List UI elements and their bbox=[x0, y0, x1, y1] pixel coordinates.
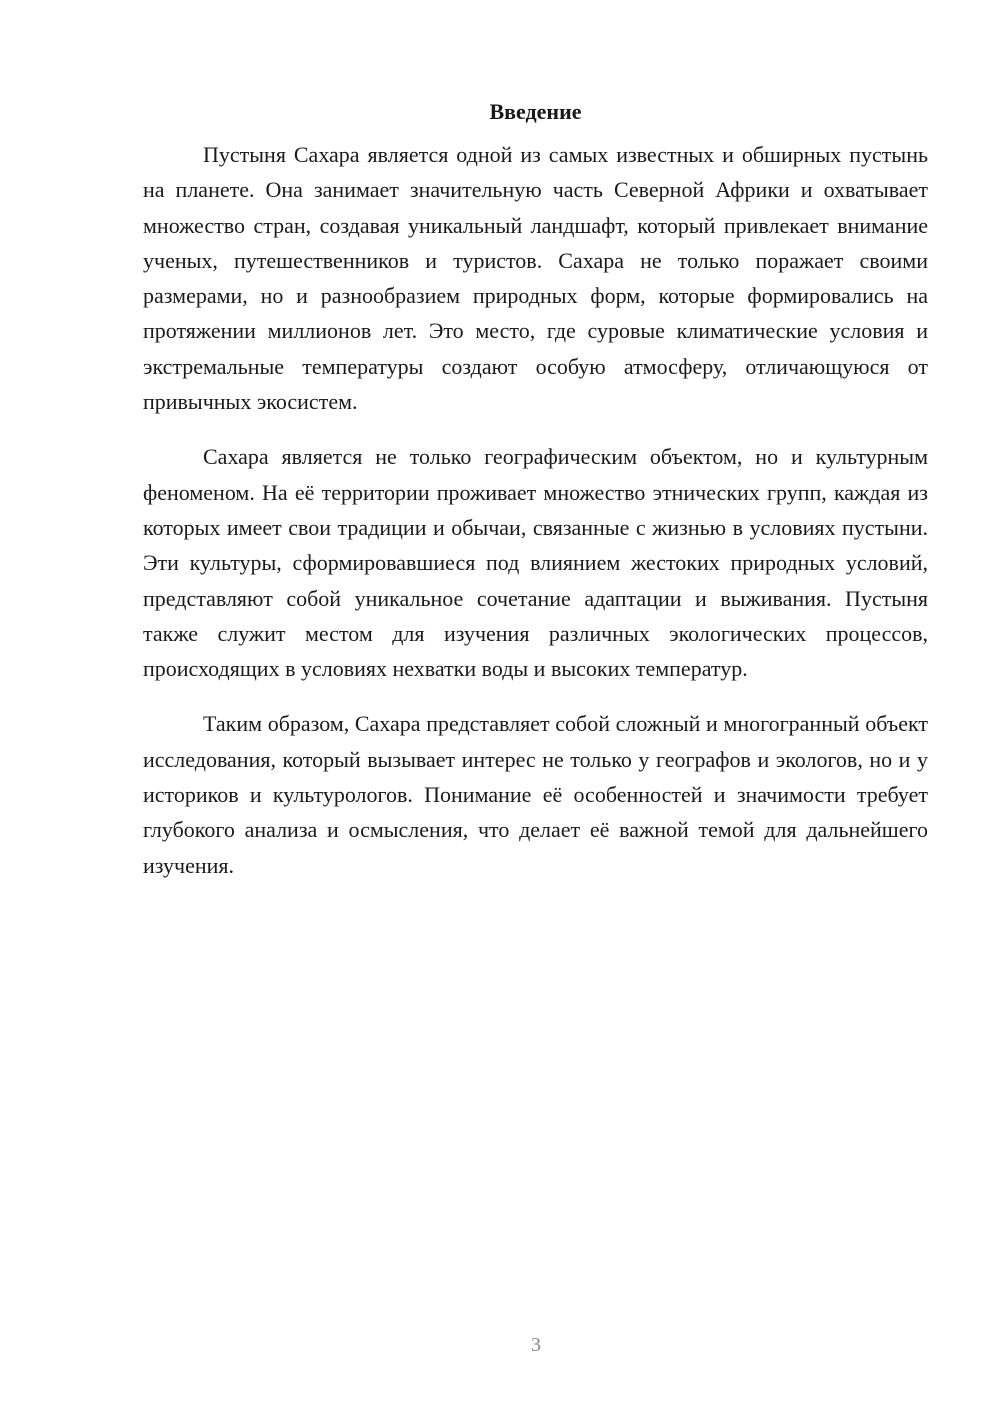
paragraph-culture: Сахара является не только географическим объектом, но и культурным феноменом. На её территории проживает множество этнических групп, каждая из которых имеет свои традиции и обычаи, связанные с жизнью в условиях пустыни. Эти культуры, сформировавшиеся под влиянием жестоких природных условий, представляют собой уникальное сочетание адаптации и выживания. Пустыня также служит местом для изучения различных экологических процессов, происходящих в условиях нехватки воды и высоких температур. bbox=[143, 444, 928, 682]
paragraph-conclusion: Таким образом, Сахара представляет собой сложный и многогранный объект исследования, который вызывает интерес не только у географов и экологов, но и у историков и культурологов. Понимание её особенностей и значимости требует глубокого анализа и осмысления, что делает её важной темой для дальнейшего изучения. bbox=[143, 711, 928, 878]
page-number: 3 bbox=[531, 1334, 541, 1356]
paragraph-intro: Пустыня Сахара является одной из самых известных и обширных пустынь на планете. Она занимает значительную часть Северной Африки и охватывает множество стран, создавая уникальный ландшафт, который привлекает внимание ученых, путешественников и туристов. Сахара не только поражает своими размерами, но и разнообразием природных форм, которые формировались на протяжении миллионов лет. Это место, где суровые климатические условия и экстремальные температуры создают особую атмосферу, отличающуюся от привычных экосистем. bbox=[143, 142, 928, 415]
section-title: Введение bbox=[489, 99, 582, 124]
document-body bbox=[143, 97, 928, 903]
